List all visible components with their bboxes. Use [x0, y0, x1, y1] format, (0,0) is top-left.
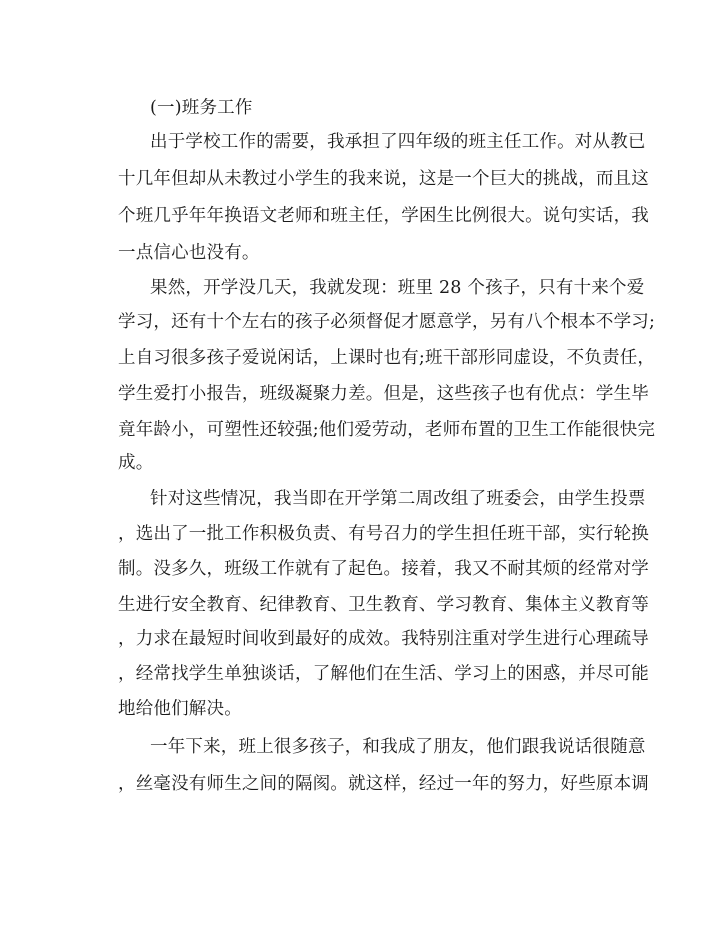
paragraph-line: 一年下来，班上很多孩子，和我成了朋友，他们跟我说话很随意	[150, 737, 646, 757]
paragraph-line: 一点信心也没有。	[118, 243, 260, 263]
paragraph-line: ，丝毫没有师生之间的隔阂。就这样，经过一年的努力，好些原本调	[118, 774, 649, 794]
paragraph-line: 个班几乎年年换语文老师和班主任，学困生比例很大。说句实话，我	[118, 206, 649, 226]
paragraph-line: 针对这些情况，我当即在开学第二周改组了班委会，由学生投票	[150, 489, 646, 509]
paragraph-line: 上自习很多孩子爱说闲话，上课时也有;班干部形同虚设，不负责任，	[118, 348, 656, 368]
paragraph-line: 果然，开学没几天，我就发现：班里 28 个孩子，只有十来个爱	[150, 278, 645, 298]
paragraph-line: 十几年但却从未教过小学生的我来说，这是一个巨大的挑战，而且这	[118, 169, 649, 189]
paragraph-line: 生进行安全教育、纪律教育、卫生教育、学习教育、集体主义教育等	[118, 595, 649, 615]
paragraph-line: 竟年龄小，可塑性还较强;他们爱劳动，老师布置的卫生工作能很快完	[118, 420, 656, 440]
paragraph-line: ，力求在最短时间收到最好的成效。我特别注重对学生进行心理疏导	[118, 629, 649, 649]
paragraph-line: 制。没多久，班级工作就有了起色。接着，我又不耐其烦的经常对学	[118, 559, 649, 579]
paragraph-line: 出于学校工作的需要，我承担了四年级的班主任工作。对从教已	[150, 132, 646, 152]
paragraph-line: ，选出了一批工作积极负责、有号召力的学生担任班干部，实行轮换	[118, 524, 649, 544]
section-heading: (一)班务工作	[150, 98, 253, 118]
paragraph-line: ，经常找学生单独谈话，了解他们在生活、学习上的困惑，并尽可能	[118, 664, 649, 684]
paragraph-line: 成。	[118, 453, 154, 473]
paragraph-line: 学习，还有十个左右的孩子必须督促才愿意学，另有八个根本不学习;	[118, 312, 656, 332]
paragraph-line: 地给他们解决。	[118, 699, 242, 719]
paragraph-line: 学生爱打小报告，班级凝聚力差。但是，这些孩子也有优点：学生毕	[118, 384, 649, 404]
